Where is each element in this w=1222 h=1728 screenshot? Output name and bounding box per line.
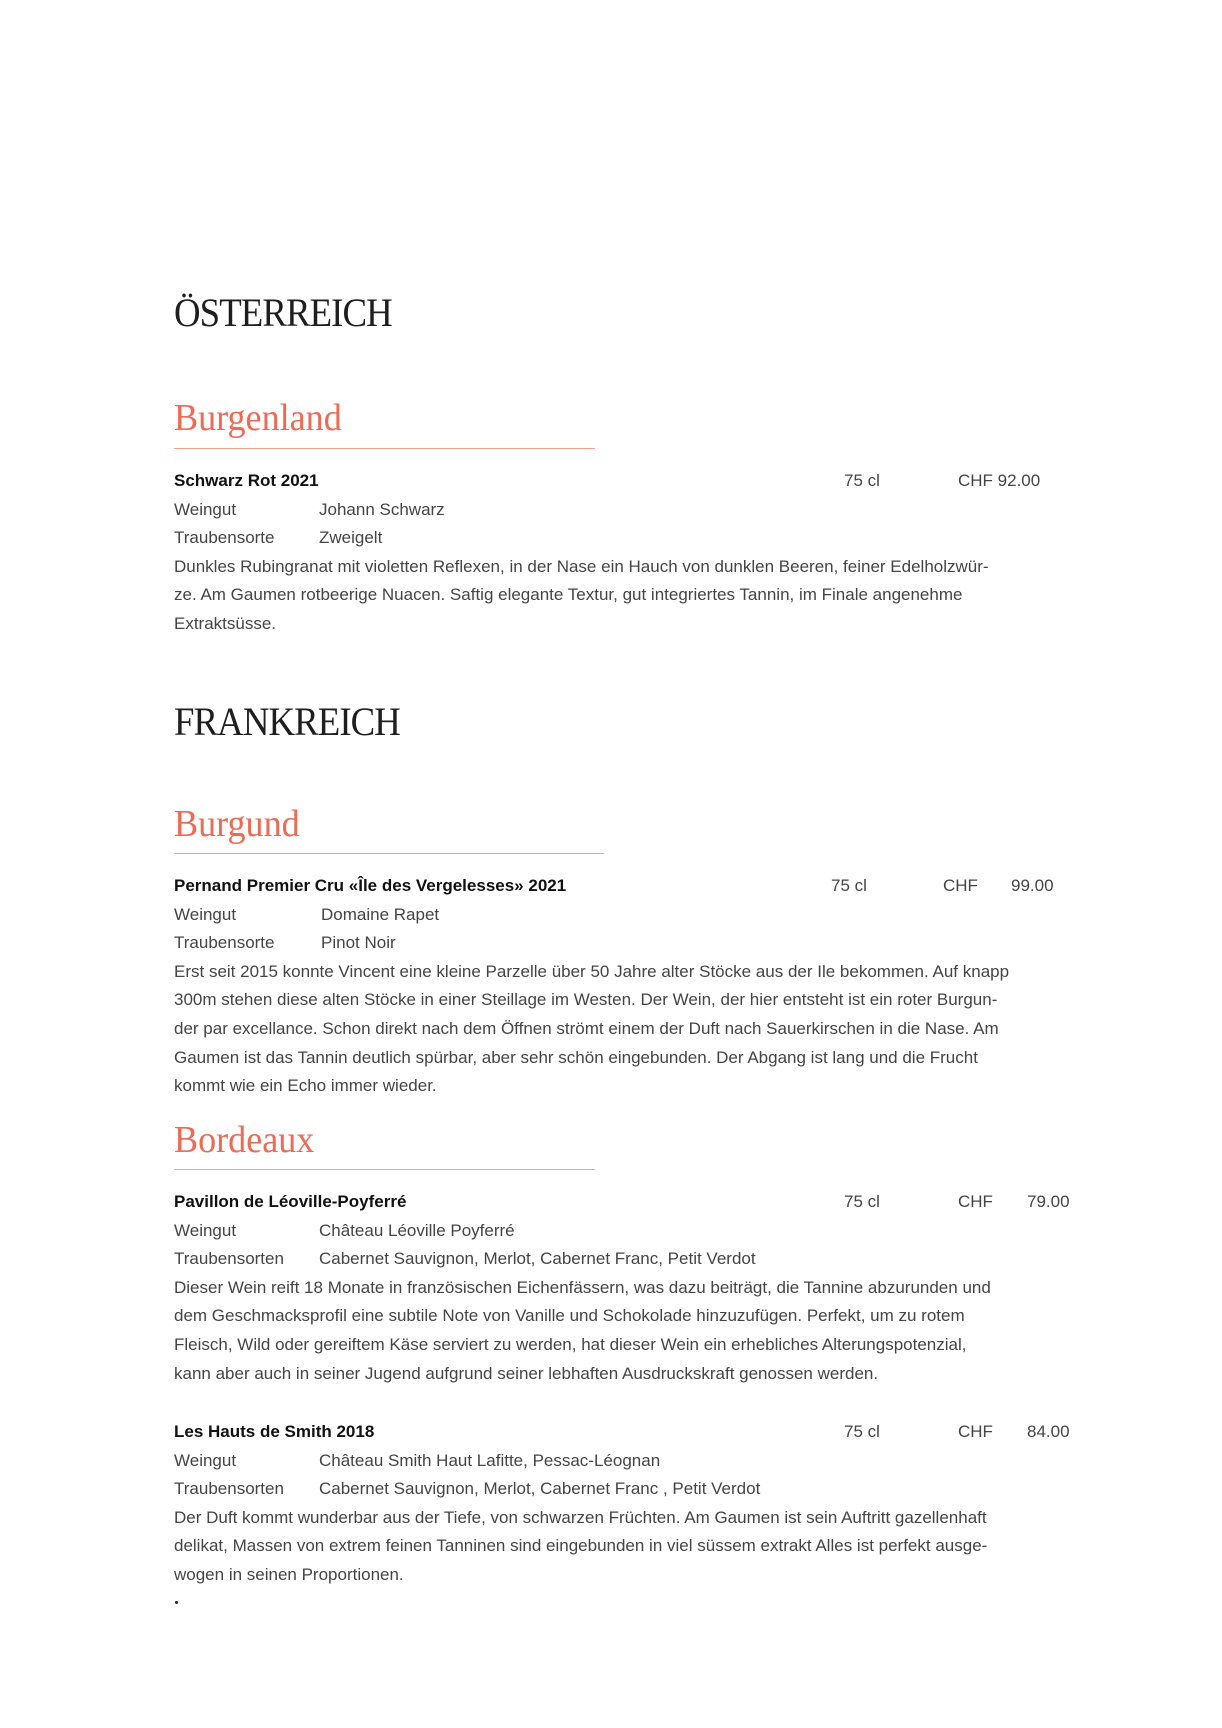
- wine-currency: CHF: [958, 1192, 993, 1211]
- wine-name: Pavillon de Léoville-Poyferré: [174, 1192, 407, 1211]
- description-line: wogen in seinen Proportionen.: [174, 1564, 404, 1584]
- description-line: der par excellance. Schon direkt nach dem Öffnen strömt einem der Duft nach Sauerkirschen in die Nase. Am: [174, 1018, 999, 1038]
- wine-entry: [174, 872, 1074, 1101]
- region-heading: Burgenland: [174, 397, 342, 439]
- weingut-label: Weingut: [174, 499, 237, 519]
- wine-name: Schwarz Rot 2021: [174, 471, 319, 490]
- weingut-value: Johann Schwarz: [319, 499, 445, 519]
- wine-description: [174, 958, 1074, 1101]
- bullet-dot: [175, 1601, 178, 1604]
- description-line: ze. Am Gaumen rotbeerige Nuacen. Saftig elegante Textur, gut integriertes Tannin, im Finale angenehme: [174, 585, 963, 605]
- wine-price: 79.00: [1027, 1192, 1070, 1211]
- wine-description: [174, 1504, 1074, 1590]
- wine-currency: CHF: [943, 876, 978, 895]
- description-line: kommt wie ein Echo immer wieder.: [174, 1076, 437, 1096]
- description-line: Erst seit 2015 konnte Vincent eine kleine Parzelle über 50 Jahre alter Stöcke aus der Ile bekommen. Auf knapp: [174, 961, 1010, 981]
- wine-description: [174, 1274, 1074, 1388]
- grape-value: Cabernet Sauvignon, Merlot, Cabernet Franc , Petit Verdot: [319, 1479, 761, 1499]
- wine-price: 99.00: [1011, 876, 1054, 895]
- wine-price: 84.00: [1027, 1422, 1070, 1441]
- wine-description: [174, 553, 1074, 639]
- wine-currency: CHF: [958, 1422, 993, 1441]
- description-line: dem Geschmacksprofil eine subtile Note von Vanille und Schokolade hinzuzufügen. Perfekt, um zu rotem: [174, 1306, 965, 1326]
- region-divider: [174, 448, 595, 449]
- weingut-value: Château Smith Haut Lafitte, Pessac-Léognan: [319, 1450, 661, 1470]
- region-divider: [174, 1169, 595, 1170]
- description-line: Fleisch, Wild oder gereiftem Käse serviert zu werden, hat dieser Wein ein erhebliches Alterungspotenzial,: [174, 1334, 967, 1354]
- weingut-label: Weingut: [174, 1220, 237, 1240]
- description-line: Dunkles Rubingranat mit violetten Reflexen, in der Nase ein Hauch von dunklen Beeren, feiner Edelholzwür-: [174, 556, 989, 576]
- wine-entry: [174, 1418, 1074, 1590]
- weingut-value: Domaine Rapet: [321, 904, 440, 924]
- grape-value: Pinot Noir: [321, 933, 396, 953]
- grape-label: Traubensorte: [174, 528, 275, 548]
- weingut-label: Weingut: [174, 1450, 237, 1470]
- wine-volume: 75 cl: [831, 876, 867, 895]
- description-line: Extraktsüsse.: [174, 613, 277, 633]
- wine-volume: 75 cl: [844, 1422, 880, 1441]
- wine-entry: [174, 467, 1074, 639]
- wine-volume: 75 cl: [844, 1192, 880, 1211]
- description-line: Gaumen ist das Tannin deutlich spürbar, aber sehr schön eingebunden. Der Abgang ist lang und die Frucht: [174, 1047, 978, 1067]
- wine-price: CHF 92.00: [958, 471, 1041, 490]
- grape-value: Zweigelt: [319, 528, 383, 548]
- wine-volume: 75 cl: [844, 471, 880, 490]
- region-heading: Bordeaux: [174, 1119, 315, 1161]
- country-heading: ÖSTERREICH: [174, 290, 392, 335]
- weingut-label: Weingut: [174, 904, 237, 924]
- country-heading: FRANKREICH: [174, 699, 400, 744]
- grape-label: Traubensorten: [174, 1479, 284, 1499]
- grape-label: Traubensorten: [174, 1249, 284, 1269]
- wine-entry: [174, 1188, 1074, 1388]
- description-line: Dieser Wein reift 18 Monate in französischen Eichenfässern, was dazu beiträgt, die Tannine abzurunden und: [174, 1277, 991, 1297]
- grape-value: Cabernet Sauvignon, Merlot, Cabernet Franc, Petit Verdot: [319, 1249, 756, 1269]
- description-line: 300m stehen diese alten Stöcke in einer Steillage im Westen. Der Wein, der hier entsteht ist ein roter Burgun-: [174, 990, 998, 1010]
- description-line: kann aber auch in seiner Jugend aufgrund seiner lebhaften Ausdruckskraft genossen werden.: [174, 1363, 879, 1383]
- weingut-value: Château Léoville Poyferré: [319, 1220, 515, 1240]
- wine-name: Les Hauts de Smith 2018: [174, 1422, 375, 1441]
- region-heading: Burgund: [174, 803, 300, 845]
- region-divider: [174, 853, 604, 854]
- wine-name: Pernand Premier Cru «Île des Vergelesses» 2021: [174, 876, 567, 895]
- description-line: Der Duft kommt wunderbar aus der Tiefe, von schwarzen Früchten. Am Gaumen ist sein Auftritt gazellenhaft: [174, 1507, 987, 1527]
- grape-label: Traubensorte: [174, 933, 275, 953]
- description-line: delikat, Massen von extrem feinen Tanninen sind eingebunden in viel süssem extrakt Alles ist perfekt ausge-: [174, 1536, 988, 1556]
